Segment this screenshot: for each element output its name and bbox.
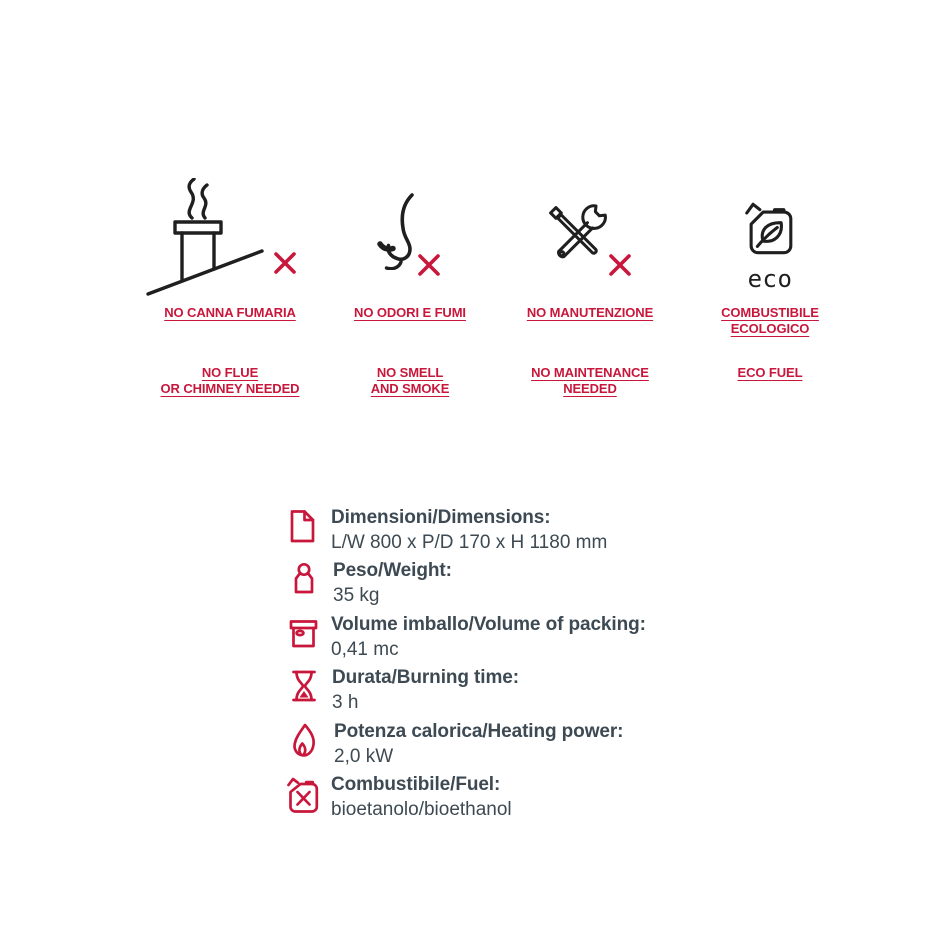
spec-row-heating-power	[287, 718, 767, 771]
spec-label: Durata/Burning time:	[332, 667, 519, 689]
document-icon	[287, 509, 318, 544]
no-maintenance-icon	[543, 202, 613, 268]
cross-icon	[608, 253, 632, 277]
spec-row-fuel	[287, 771, 767, 824]
cross-icon	[417, 253, 441, 277]
feature-eco-fuel	[680, 170, 860, 381]
spec-row-packing-volume	[287, 611, 767, 664]
spec-row-burning-time	[287, 664, 767, 717]
feature-label-it	[500, 305, 680, 338]
spec-label: Dimensioni/Dimensions:	[331, 507, 551, 528]
hourglass-icon	[288, 669, 320, 703]
label-line: AND SMOKE	[370, 381, 450, 396]
feature-no-chimney	[140, 170, 320, 397]
label-line: NO CANNA FUMARIA	[164, 305, 296, 320]
spec-value: L/W 800 x P/D 170 x H 1180 mm	[331, 532, 608, 553]
label-line: COMBUSTIBILE	[721, 305, 819, 320]
label-line: NO MAINTENANCE	[531, 365, 649, 380]
eco-fuel-can-icon	[741, 198, 799, 258]
feature-label-en	[500, 365, 680, 397]
feature-icon-box	[500, 170, 680, 302]
label-line: ECO FUEL	[737, 365, 803, 380]
label-line: OR CHIMNEY NEEDED	[160, 381, 300, 396]
label-line: NEEDED	[563, 381, 617, 396]
spec-label: Potenza calorica/Heating power:	[334, 720, 624, 742]
label-line: NO SMELL	[376, 365, 444, 380]
label-line: NO ODORI E FUMI	[354, 305, 466, 320]
weight-icon	[289, 562, 319, 595]
spec-row-dimensions	[287, 504, 767, 557]
spec-label: Peso/Weight:	[333, 560, 452, 582]
flame-icon	[290, 723, 317, 758]
packing-box-icon	[287, 616, 320, 649]
spec-value: 2,0 kW	[334, 745, 394, 767]
eco-badge: eco	[747, 265, 793, 293]
label-line: NO MANUTENZIONE	[526, 305, 654, 320]
feature-icon-box	[140, 170, 320, 302]
spec-value: 0,41 mc	[331, 638, 399, 660]
spec-list	[287, 504, 767, 824]
feature-no-smell	[320, 170, 500, 397]
spec-label: Volume imballo/Volume of packing:	[331, 613, 646, 635]
fuel-can-icon	[287, 776, 319, 813]
label-line: ECOLOGICO	[730, 321, 810, 336]
label-line: NO FLUE	[201, 365, 259, 380]
feature-icon-box	[320, 170, 500, 302]
feature-label-it	[140, 305, 320, 338]
feature-label-en	[680, 365, 860, 381]
feature-label-it	[680, 305, 860, 338]
spec-label: Combustibile/Fuel:	[331, 773, 501, 795]
spec-row-weight	[287, 557, 767, 610]
spec-value: bioetanolo/bioethanol	[331, 798, 512, 820]
feature-label-en	[140, 365, 320, 397]
feature-label-it	[320, 305, 500, 338]
feature-no-maintenance	[500, 170, 680, 397]
spec-value: 3 h	[332, 692, 359, 714]
no-chimney-icon	[142, 178, 292, 300]
cross-icon	[273, 251, 297, 275]
feature-label-en	[320, 365, 500, 397]
feature-icon-box	[680, 170, 860, 302]
spec-value: 35 kg	[333, 585, 380, 607]
